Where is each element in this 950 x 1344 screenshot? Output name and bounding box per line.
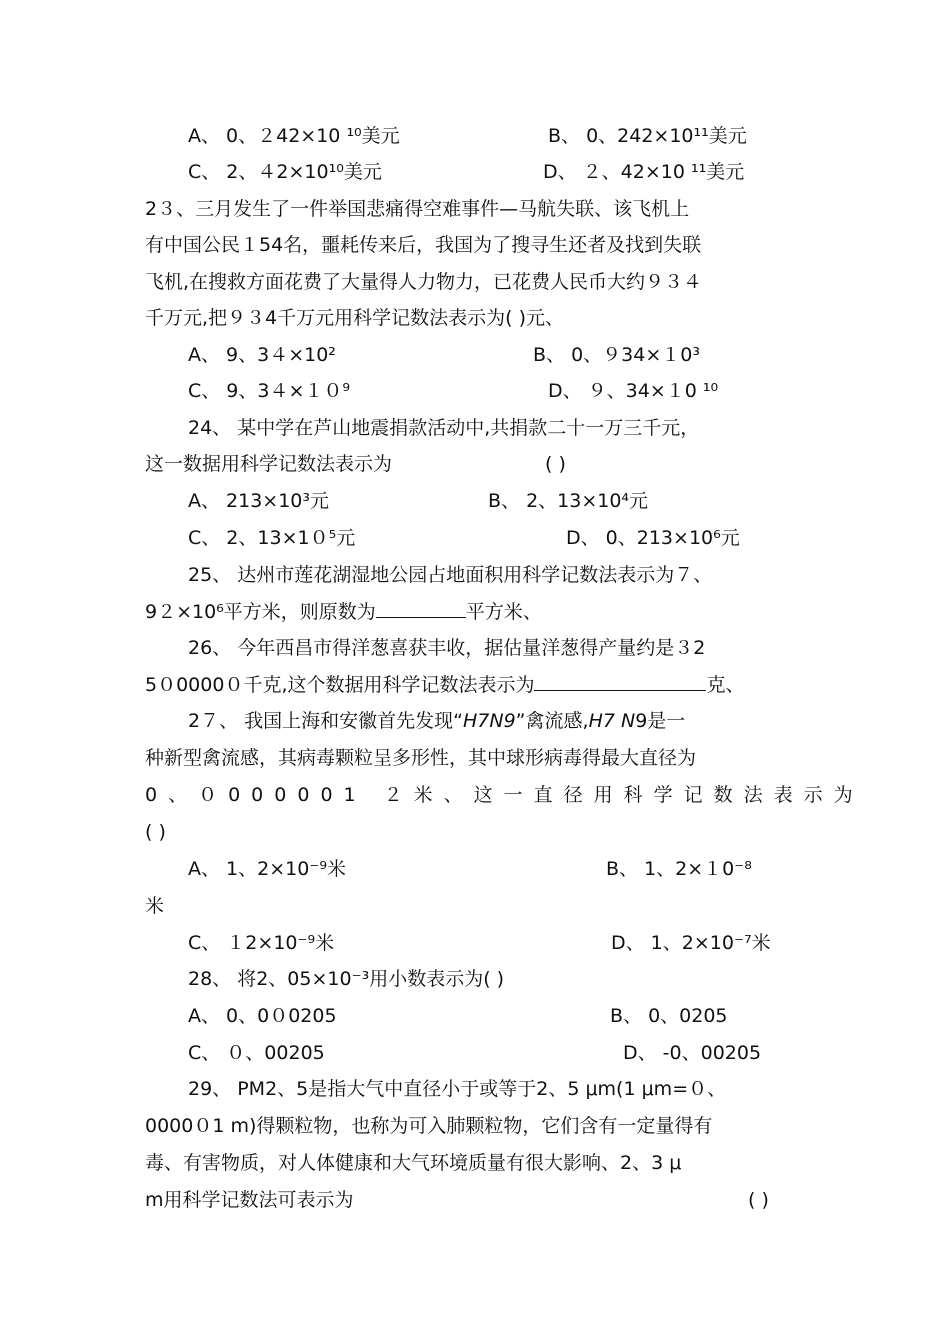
q28-option-b: B、 0、0205 [610, 1005, 728, 1027]
q25-answer-blank [376, 599, 466, 618]
q22-option-c: C、 2、４2×10¹⁰美元 [188, 161, 382, 183]
q22-option-d: D、 ２、42×10 ¹¹美元 [543, 161, 745, 183]
q25-unit: 平方米、 [465, 601, 542, 623]
q23-text-line3: 飞机,在搜救方面花费了大量得人力物力，已花费人民币大约９３４ [145, 271, 703, 293]
q24-text-line2 [145, 452, 810, 476]
q25-text-line2 [145, 599, 810, 624]
q28-option-a: A、 0、0０0205 [188, 1005, 337, 1027]
q28-option-d: D、 -0、00205 [623, 1042, 762, 1064]
q25-stem: 9２×10⁶平方米，则原数为 [145, 601, 376, 623]
q23-option-d: D、 ９、34×１0 ¹⁰ [548, 380, 719, 402]
q23-option-b: B、 0、９34×１0³ [533, 344, 700, 366]
q29-stem-end: m用科学记数法可表示为 [145, 1189, 354, 1211]
q23-option-a: A、 9、3４×10² [188, 344, 336, 366]
q24-answer-paren: ( ) [545, 453, 566, 475]
q27-stem-part1: 2７、 我国上海和安徽首先发现“ [188, 710, 463, 732]
q27-stem-part2: ”禽流感, [515, 710, 589, 732]
q26-stem: 5０0000０千克,这个数据用科学记数法表示为 [145, 674, 535, 696]
q26-text-line2 [145, 672, 810, 697]
q24-text-line1: 24、 某中学在芦山地震捐款活动中,共捐款二十一万三千元， [188, 417, 700, 439]
q29-text-line1: 29、 PM2、5是指大气中直径小于或等于2、5 μm(1 μm=０、 [188, 1078, 727, 1100]
q28-option-c: C、 ０、00205 [188, 1042, 325, 1064]
q22-option-a: A、 0、２42×10 ¹⁰美元 [188, 125, 400, 147]
q23-text-line2: 有中国公民１54名，噩耗传来后，我国为了搜寻生还者及找到失联 [145, 234, 702, 256]
q27-text-line1 [188, 709, 853, 733]
q27-stem-part3: 9是一 [635, 710, 686, 732]
q29-text-line2: 0000０1 m)得颗粒物，也称为可入肺颗粒物，它们含有一定量得有 [145, 1115, 713, 1137]
q27-text-line2: 种新型禽流感，其病毒颗粒呈多形性，其中球形病毒得最大直径为 [145, 747, 697, 769]
q27-virus-name: H7N9 [462, 710, 516, 732]
q27-text-line3: 0、０000001 ２米、这一直径用科学记数法表示为 [145, 784, 864, 806]
q24-stem-end: 这一数据用科学记数法表示为 [145, 453, 393, 475]
q26-answer-blank [534, 672, 706, 691]
q24-option-c: C、 2、13×1０⁵元 [188, 527, 356, 549]
q27-option-b-continued: 米 [145, 895, 165, 917]
q22-option-b: B、 0、242×10¹¹美元 [548, 125, 747, 147]
q29-text-line3: 毒、有害物质，对人体健康和大气环境质量有很大影响、2、3 μ [145, 1152, 682, 1174]
q27-option-d: D、 1、2×10⁻⁷米 [611, 932, 771, 954]
q27-option-b: B、 1、2×１0⁻⁸ [606, 858, 752, 880]
q29-text-line4 [145, 1188, 810, 1212]
q24-option-d: D、 0、213×10⁶元 [566, 527, 740, 549]
q28-text-line1: 28、 将2、05×10⁻³用小数表示为( ) [188, 968, 505, 990]
q24-option-b: B、 2、13×10⁴元 [488, 490, 649, 512]
q23-text-line1: 2３、三月发生了一件举国悲痛得空难事件—马航失联、该飞机上 [145, 198, 690, 220]
q27-option-c: C、 １2×10⁻⁹米 [188, 932, 335, 954]
q27-virus-name-2: H7 N [588, 710, 636, 732]
q27-answer-paren: ( ) [145, 821, 166, 843]
q29-answer-paren: ( ) [748, 1189, 769, 1211]
q23-text-line4: 千万元,把９３4千万元用科学记数法表示为( )元、 [145, 307, 564, 329]
q26-text-line1: 26、 今年西昌市得洋葱喜获丰收，据估量洋葱得产量约是３2 [188, 637, 706, 659]
q27-option-a: A、 1、2×10⁻⁹米 [188, 858, 346, 880]
q24-option-a: A、 213×10³元 [188, 490, 330, 512]
q26-unit: 克、 [706, 674, 745, 696]
q25-text-line1: 25、 达州市莲花湖湿地公园占地面积用科学记数法表示为７、 [188, 564, 713, 586]
q23-option-c: C、 9、3４×１０⁹ [188, 380, 351, 402]
